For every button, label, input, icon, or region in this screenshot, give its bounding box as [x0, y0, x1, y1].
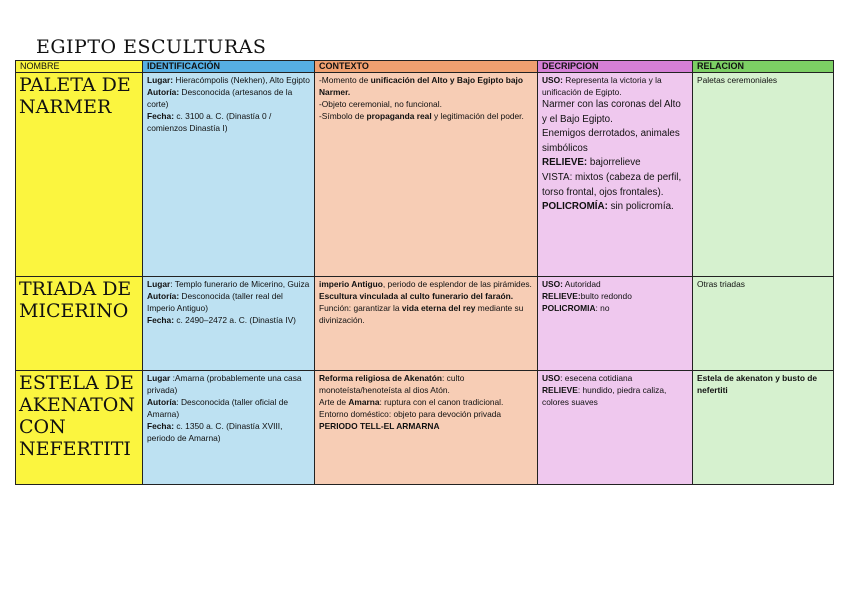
- contexto-text: : culto monoteísta/henoteísta al dios Atón.: [319, 373, 465, 395]
- uso-label: USO: [542, 373, 561, 383]
- fecha-label: Fecha:: [147, 111, 174, 121]
- sculpture-name: PALETA DE NARMER: [19, 74, 131, 118]
- lugar-value: Hieracómpolis (Nekhen), Alto Egipto: [173, 75, 310, 85]
- contexto-bold: vida eterna del rey: [401, 303, 476, 313]
- fecha-label: Fecha:: [147, 421, 174, 431]
- contexto-bold: unificación del Alto y Bajo Egipto bajo Narmer.: [319, 75, 523, 97]
- cell-contexto: [315, 277, 538, 371]
- lugar-value: :Amarna (probablemente una casa privada): [147, 373, 302, 395]
- relieve-value: bajorrelieve: [587, 157, 641, 169]
- header-nombre: NOMBRE: [16, 61, 143, 73]
- relieve-label: RELIEVE: [542, 385, 578, 395]
- header-contexto: CONTEXTO: [315, 61, 538, 73]
- fecha-value: c. 3100 a. C. (Dinastía 0 / comienzos Dinastía I): [147, 111, 272, 133]
- autoria-label: Autoría:: [147, 291, 180, 301]
- contexto-text: Función: garantizar la: [319, 303, 402, 313]
- header-identificacion: IDENTIFICACIÓN: [143, 61, 315, 73]
- relieve-label: RELIEVE:: [542, 157, 588, 169]
- contexto-text: -Objeto ceremonial, no funcional.: [319, 99, 442, 109]
- descripcion-text: Narmer con las coronas del Alto y el Bajo Egipto.: [542, 99, 681, 125]
- relacion-text: Estela de akenaton y busto de nefertiti: [697, 373, 818, 395]
- vista-text: VISTA: mixtos (cabeza de perfil, torso frontal, ojos frontales).: [542, 171, 682, 198]
- contexto-text: mediante su divinización.: [319, 303, 524, 325]
- contexto-text: Entorno doméstico: objeto para devoción privada: [319, 409, 502, 419]
- relieve-value: bulto redondo: [580, 291, 632, 301]
- policromia-value: sin policromía.: [607, 201, 674, 213]
- fecha-label: Fecha:: [147, 315, 174, 325]
- table-row: [16, 371, 834, 485]
- sculptures-table: [15, 60, 834, 485]
- uso-label: USO:: [542, 279, 563, 289]
- header-relacion: RELACION: [693, 61, 834, 73]
- cell-identificacion: [143, 277, 315, 371]
- lugar-value: : Templo funerario de Micerino, Guiza: [170, 279, 310, 289]
- header-descripcion: DECRIPCION: [538, 61, 693, 73]
- descripcion-text: Enemigos derrotados, animales simbólicos: [542, 128, 680, 154]
- relieve-value: : hundido, piedra caliza, colores suaves: [542, 385, 667, 407]
- contexto-text: -Símbolo de: [319, 111, 367, 121]
- fecha-value: c. 2490–2472 a. C. (Dinastía IV): [174, 315, 296, 325]
- cell-nombre: [16, 277, 143, 371]
- contexto-text: , periodo de esplendor de las pirámides.: [382, 279, 532, 289]
- contexto-bold: propaganda real: [366, 111, 432, 121]
- policromia-label: POLICROMIA: [542, 303, 596, 313]
- contexto-bold: Amarna: [348, 397, 380, 407]
- relieve-label: RELIEVE:: [542, 291, 581, 301]
- cell-descripcion: [538, 371, 693, 485]
- contexto-bold: Reforma religiosa de Akenatón: [319, 373, 443, 383]
- autoria-label: Autoría: [147, 397, 177, 407]
- table-header-row: [16, 61, 834, 73]
- cell-descripcion: [538, 73, 693, 277]
- policromia-label: POLICROMÍA:: [542, 201, 608, 213]
- fecha-value: c. 1350 a. C. (Dinastía XVIII, periodo de Amarna): [147, 421, 283, 443]
- lugar-label: Lugar: [147, 373, 171, 383]
- uso-value: : esecena cotidiana: [560, 373, 633, 383]
- cell-identificacion: [143, 371, 315, 485]
- uso-value: Representa la victoria y la unificación de Egipto.: [542, 75, 662, 97]
- lugar-label: Lugar:: [147, 75, 174, 85]
- autoria-value: Desconocida (taller real del Imperio Antiguo): [147, 291, 283, 313]
- contexto-bold: Escultura vinculada al culto funerario del faraón.: [319, 291, 514, 301]
- contexto-text: Arte de: [319, 397, 349, 407]
- uso-value: Autoridad: [562, 279, 601, 289]
- table-row: [16, 277, 834, 371]
- sculpture-name: TRIADA DE MICERINO: [19, 278, 132, 322]
- autoria-value: : Desconocida (taller oficial de Amarna): [147, 397, 289, 419]
- contexto-bold: PERIODO TELL-EL ARMARNA: [319, 421, 440, 431]
- cell-descripcion: [538, 277, 693, 371]
- cell-relacion: [693, 371, 834, 485]
- relacion-text: Otras triadas: [697, 279, 745, 289]
- uso-label: USO:: [542, 75, 563, 85]
- autoria-label: Autoría:: [147, 87, 180, 97]
- contexto-text: : ruptura con el canon tradicional.: [379, 397, 504, 407]
- cell-nombre: [16, 371, 143, 485]
- sculpture-name: ESTELA DE AKENATON CON NEFERTITI: [19, 372, 135, 460]
- page-title: EGIPTO ESCULTURAS: [36, 36, 267, 58]
- lugar-label: Lugar: [147, 279, 171, 289]
- relacion-text: Paletas ceremoniales: [697, 75, 778, 85]
- cell-nombre: [16, 73, 143, 277]
- cell-relacion: [693, 277, 834, 371]
- contexto-text: y legitimación del poder.: [431, 111, 524, 121]
- autoria-value: Desconocida (artesanos de la corte): [147, 87, 293, 109]
- contexto-text: -Momento de: [319, 75, 371, 85]
- contexto-bold: imperio Antiguo: [319, 279, 383, 289]
- cell-identificacion: [143, 73, 315, 277]
- cell-contexto: [315, 371, 538, 485]
- policromia-value: : no: [595, 303, 610, 313]
- cell-contexto: [315, 73, 538, 277]
- cell-relacion: [693, 73, 834, 277]
- table-row: [16, 73, 834, 277]
